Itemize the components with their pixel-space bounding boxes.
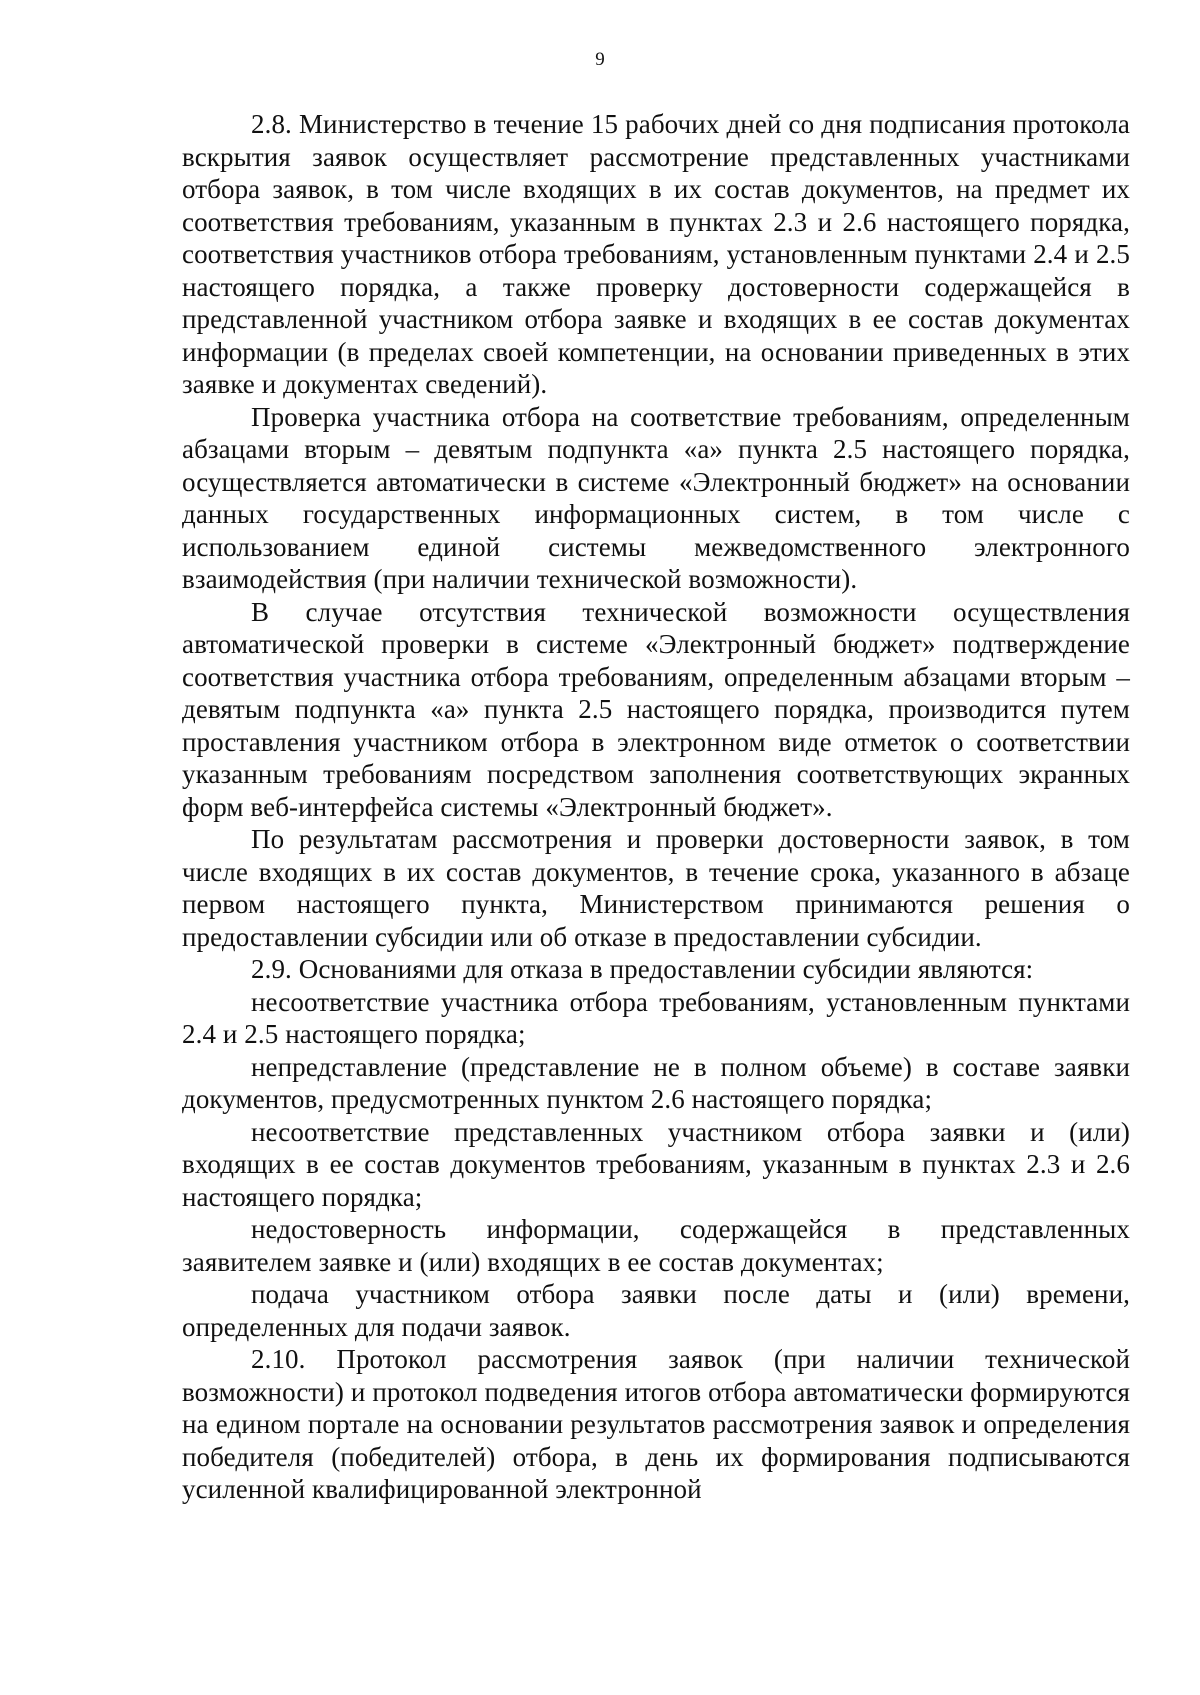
refusal-ground-2: непредставление (представление не в полном объеме) в составе заявки документов, предусмотренных пунктом 2.6 настоящего порядка; [182,1051,1130,1114]
refusal-ground-5: подача участником отбора заявки после даты и (или) времени, определенных для подачи заявок. [182,1279,1130,1342]
refusal-ground-4: недостоверность информации, содержащейся в представленных заявителем заявке и (или) входящих в ее состав документах; [182,1214,1130,1277]
paragraph-2-9: 2.9. Основаниями для отказа в предоставлении субсидии являются: [251,954,1034,984]
page-number: 9 [595,49,605,70]
paragraph-manual-confirmation: В случае отсутствия технической возможности осуществления автоматической проверки в системе «Электронный бюджет» подтверждение соответствия участника отбора требованиям, определенным абзацами вторым – девятым подпункта «а» пункта 2.5 настоящего порядка, производится путем проставления участником отбора в электронном виде отметок о соответствии указанным требованиям посредством заполнения соответствующих экранных форм веб-интерфейса системы «Электронный бюджет». [182,596,1130,822]
document-body [182,108,1130,1506]
paragraph-2-10: 2.10. Протокол рассмотрения заявок (при наличии технической возможности) и протокол подведения итогов отбора автоматически формируются на едином портале на основании результатов рассмотрения заявок и определения победителя (победителей) отбора, в день их формирования подписываются усиленной квалифицированной электронной [182,1344,1130,1504]
paragraph-verification: Проверка участника отбора на соответствие требованиям, определенным абзацами вторым – девятым подпункта «а» пункта 2.5 настоящего порядка, осуществляется автоматически в системе «Электронный бюджет» на основании данных государственных информационных систем, в том числе с использованием единой системы межведомственного электронного взаимодействия (при наличии технической возможности). [182,401,1130,594]
refusal-ground-3: несоответствие представленных участником отбора заявки и (или) входящих в ее состав документов требованиям, указанным в пунктах 2.3 и 2.6 настоящего порядка; [182,1116,1130,1212]
paragraph-decision: По результатам рассмотрения и проверки достоверности заявок, в том числе входящих в их состав документов, в течение срока, указанного в абзаце первом настоящего пункта, Министерством принимаются решения о предоставлении субсидии или об отказе в предоставлении субсидии. [182,824,1130,952]
paragraph-2-8: 2.8. Министерство в течение 15 рабочих дней со дня подписания протокола вскрытия заявок осуществляет рассмотрение представленных участниками отбора заявок, в том числе входящих в их состав документов, на предмет их соответствия требованиям, указанным в пунктах 2.3 и 2.6 настоящего порядка, соответствия участников отбора требованиям, установленным пунктами 2.4 и 2.5 настоящего порядка, а также проверку достоверности содержащейся в представленной участником отбора заявке и входящих в ее состав документах информации (в пределах своей компетенции, на основании приведенных в этих заявке и документах сведений). [182,109,1130,399]
refusal-ground-1: несоответствие участника отбора требованиям, установленным пунктами 2.4 и 2.5 настоящего порядка; [182,986,1130,1049]
